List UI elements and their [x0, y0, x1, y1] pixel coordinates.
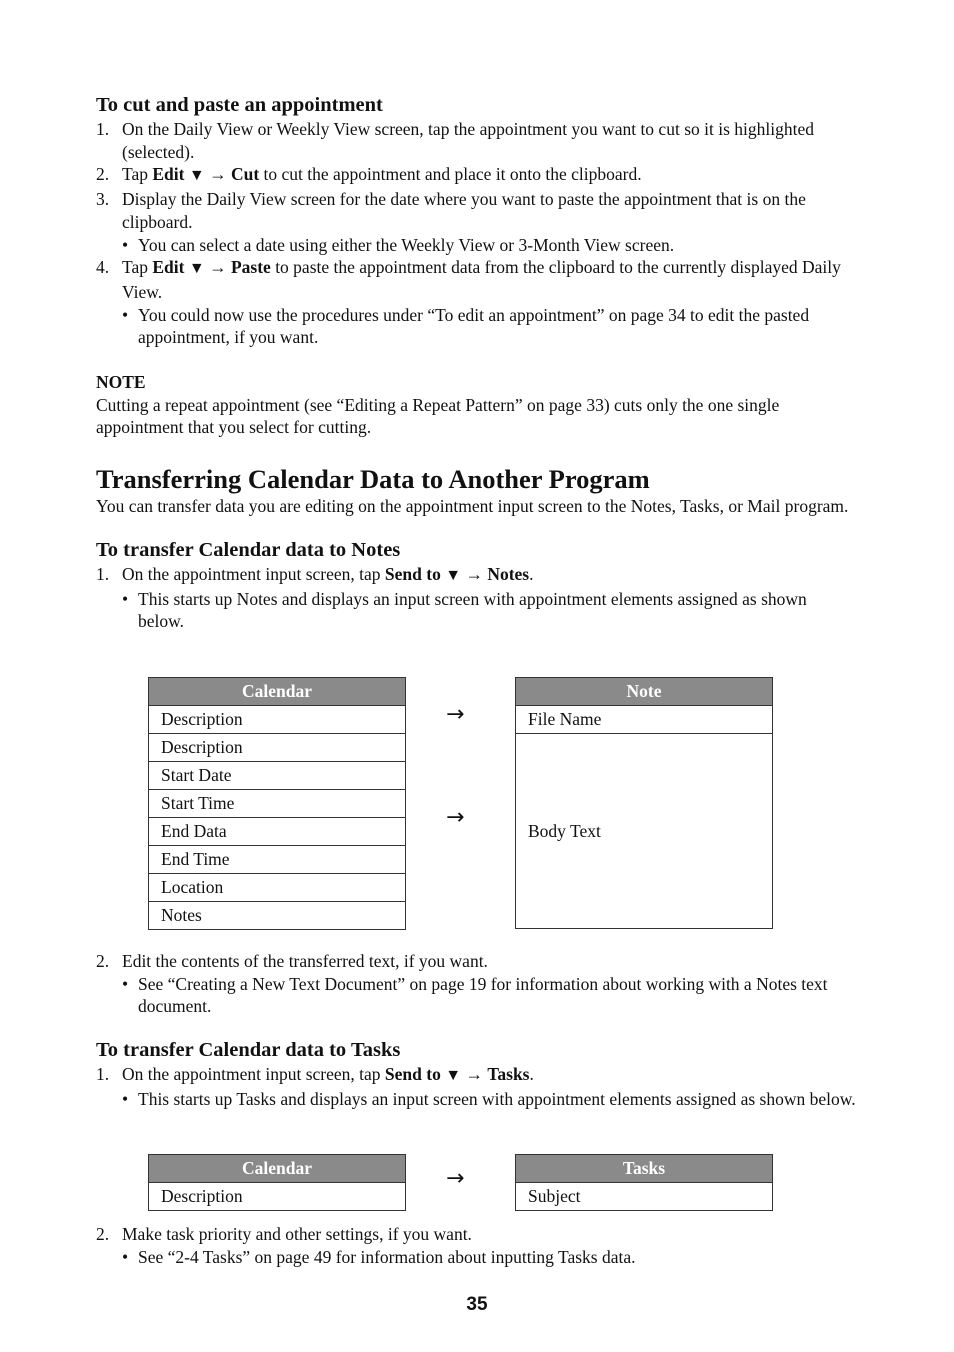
- arrow-right-icon: →: [204, 164, 231, 185]
- table-cell: Start Date: [149, 762, 406, 790]
- notes-step-1-bullet: [96, 588, 856, 633]
- transfer-heading: Transferring Calendar Data to Another Program: [96, 464, 650, 495]
- step-number: 1.: [96, 1064, 110, 1085]
- bullet-icon: •: [122, 1246, 129, 1267]
- bullet-icon: •: [122, 1088, 129, 1109]
- table-header: Note: [516, 678, 773, 706]
- tasks-step-2: [96, 1223, 856, 1246]
- arrow-right-icon: →: [446, 702, 465, 727]
- notes-step-2: [96, 950, 856, 973]
- cut-step-3: [96, 188, 856, 233]
- step-text: to cut the appointment and place it onto the clipboard.: [259, 164, 642, 185]
- step-text: Tap: [122, 164, 153, 185]
- table-header: Calendar: [149, 678, 406, 706]
- triangle-down-icon: ▼: [445, 1067, 462, 1085]
- edit-menu-label: Edit: [152, 257, 185, 278]
- notes-heading: To transfer Calendar data to Notes: [96, 538, 401, 561]
- bullet-text: You can select a date using either the Weekly View or 3-Month View screen.: [138, 234, 675, 255]
- bullet-icon: •: [122, 304, 129, 325]
- cut-command-label: Cut: [230, 164, 260, 185]
- page-content: [96, 92, 856, 633]
- cut-step-4: [96, 256, 856, 303]
- step-number: 2.: [96, 951, 110, 971]
- tasks-tasks-table: [515, 1154, 773, 1211]
- step-text: to paste the appointment data from the clipboard to the currently displayed Daily View.: [122, 257, 841, 302]
- cut-paste-heading: To cut and paste an appointment: [96, 94, 383, 116]
- bullet-text: This starts up Tasks and displays an input screen with appointment elements assigned as shown below.: [138, 1088, 856, 1109]
- table-cell: File Name: [516, 706, 773, 734]
- bullet-icon: •: [122, 588, 129, 609]
- table-header: Tasks: [516, 1155, 773, 1183]
- notes-calendar-table: [148, 677, 406, 930]
- cut-step-4-bullet: [96, 304, 856, 349]
- note-text: Cutting a repeat appointment (see “Editing a Repeat Pattern” on page 33) cuts only the one single appointment that you select for cutting.: [96, 394, 780, 438]
- table-cell: Start Time: [149, 790, 406, 818]
- step-text: On the appointment input screen, tap: [122, 1064, 385, 1085]
- table-cell: Notes: [149, 902, 406, 930]
- bullet-icon: •: [122, 234, 129, 255]
- bullet-text: This starts up Notes and displays an input screen with appointment elements assigned as shown below.: [138, 588, 807, 632]
- cut-step-1: [96, 118, 856, 163]
- step-number: 2.: [96, 164, 110, 185]
- note-label: NOTE: [96, 372, 146, 393]
- step-text: On the Daily View or Weekly View screen, tap the appointment you want to cut so it is highlighted (selected).: [122, 119, 814, 162]
- cut-step-3-bullet: [96, 234, 856, 257]
- tasks-step-1: [96, 1063, 856, 1088]
- table-cell: Location: [149, 874, 406, 902]
- step-text: Tap: [122, 257, 153, 278]
- step-text: Display the Daily View screen for the date where you want to paste the appointment that is on the clipboard.: [122, 189, 806, 232]
- table-cell: End Data: [149, 818, 406, 846]
- table-header: Calendar: [149, 1155, 406, 1183]
- tasks-continued: [96, 1223, 856, 1268]
- step-text: .: [529, 1064, 534, 1085]
- step-text: Edit the contents of the transferred text, if you want.: [122, 951, 488, 971]
- send-to-menu-label: Send to: [384, 1064, 441, 1085]
- notes-step-2-bullet: [96, 973, 856, 1018]
- step-number: 4.: [96, 257, 110, 278]
- step-text: .: [529, 563, 534, 584]
- send-to-menu-label: Send to: [384, 563, 441, 584]
- table-cell: Description: [149, 734, 406, 762]
- triangle-down-icon: ▼: [188, 167, 205, 185]
- notes-continued: [96, 950, 856, 1111]
- arrow-right-icon: →: [461, 1064, 488, 1085]
- table-cell: Body Text: [516, 734, 773, 929]
- bullet-text: See “2-4 Tasks” on page 49 for information about inputting Tasks data.: [138, 1246, 636, 1267]
- step-number: 1.: [96, 119, 110, 139]
- notes-command-label: Notes: [487, 563, 530, 584]
- step-text: Make task priority and other settings, if you want.: [122, 1224, 472, 1244]
- triangle-down-icon: ▼: [188, 260, 205, 278]
- step-text: On the appointment input screen, tap: [122, 563, 385, 584]
- arrow-right-icon: →: [446, 805, 465, 830]
- table-cell: Description: [149, 706, 406, 734]
- step-number: 1.: [96, 563, 110, 584]
- tasks-calendar-table: [148, 1154, 406, 1211]
- table-cell: End Time: [149, 846, 406, 874]
- bullet-icon: •: [122, 973, 129, 994]
- tasks-step-1-bullet: [96, 1088, 856, 1111]
- paste-command-label: Paste: [230, 257, 271, 278]
- arrow-right-icon: →: [461, 563, 488, 584]
- table-cell: Description: [149, 1183, 406, 1211]
- triangle-down-icon: ▼: [445, 566, 462, 584]
- step-number: 3.: [96, 189, 110, 210]
- notes-note-table: [515, 677, 773, 929]
- cut-step-2: [96, 163, 856, 188]
- tasks-command-label: Tasks: [487, 1064, 530, 1085]
- edit-menu-label: Edit: [152, 164, 185, 185]
- step-number: 2.: [96, 1224, 110, 1244]
- transfer-intro: You can transfer data you are editing on the appointment input screen to the Notes, Tasks, or Mail program.: [96, 496, 849, 517]
- tasks-heading: To transfer Calendar data to Tasks: [96, 1039, 401, 1062]
- table-cell: Subject: [516, 1183, 773, 1211]
- bullet-text: You could now use the procedures under “To edit an appointment” on page 34 to edit the pasted appointment, if you want.: [138, 304, 810, 348]
- bullet-text: See “Creating a New Text Document” on page 19 for information about working with a Notes text document.: [138, 973, 828, 1017]
- page-number: 35: [466, 1294, 488, 1315]
- notes-step-1: [96, 563, 856, 588]
- arrow-right-icon: →: [446, 1166, 465, 1191]
- tasks-step-2-bullet: [96, 1246, 856, 1269]
- arrow-right-icon: →: [204, 257, 231, 278]
